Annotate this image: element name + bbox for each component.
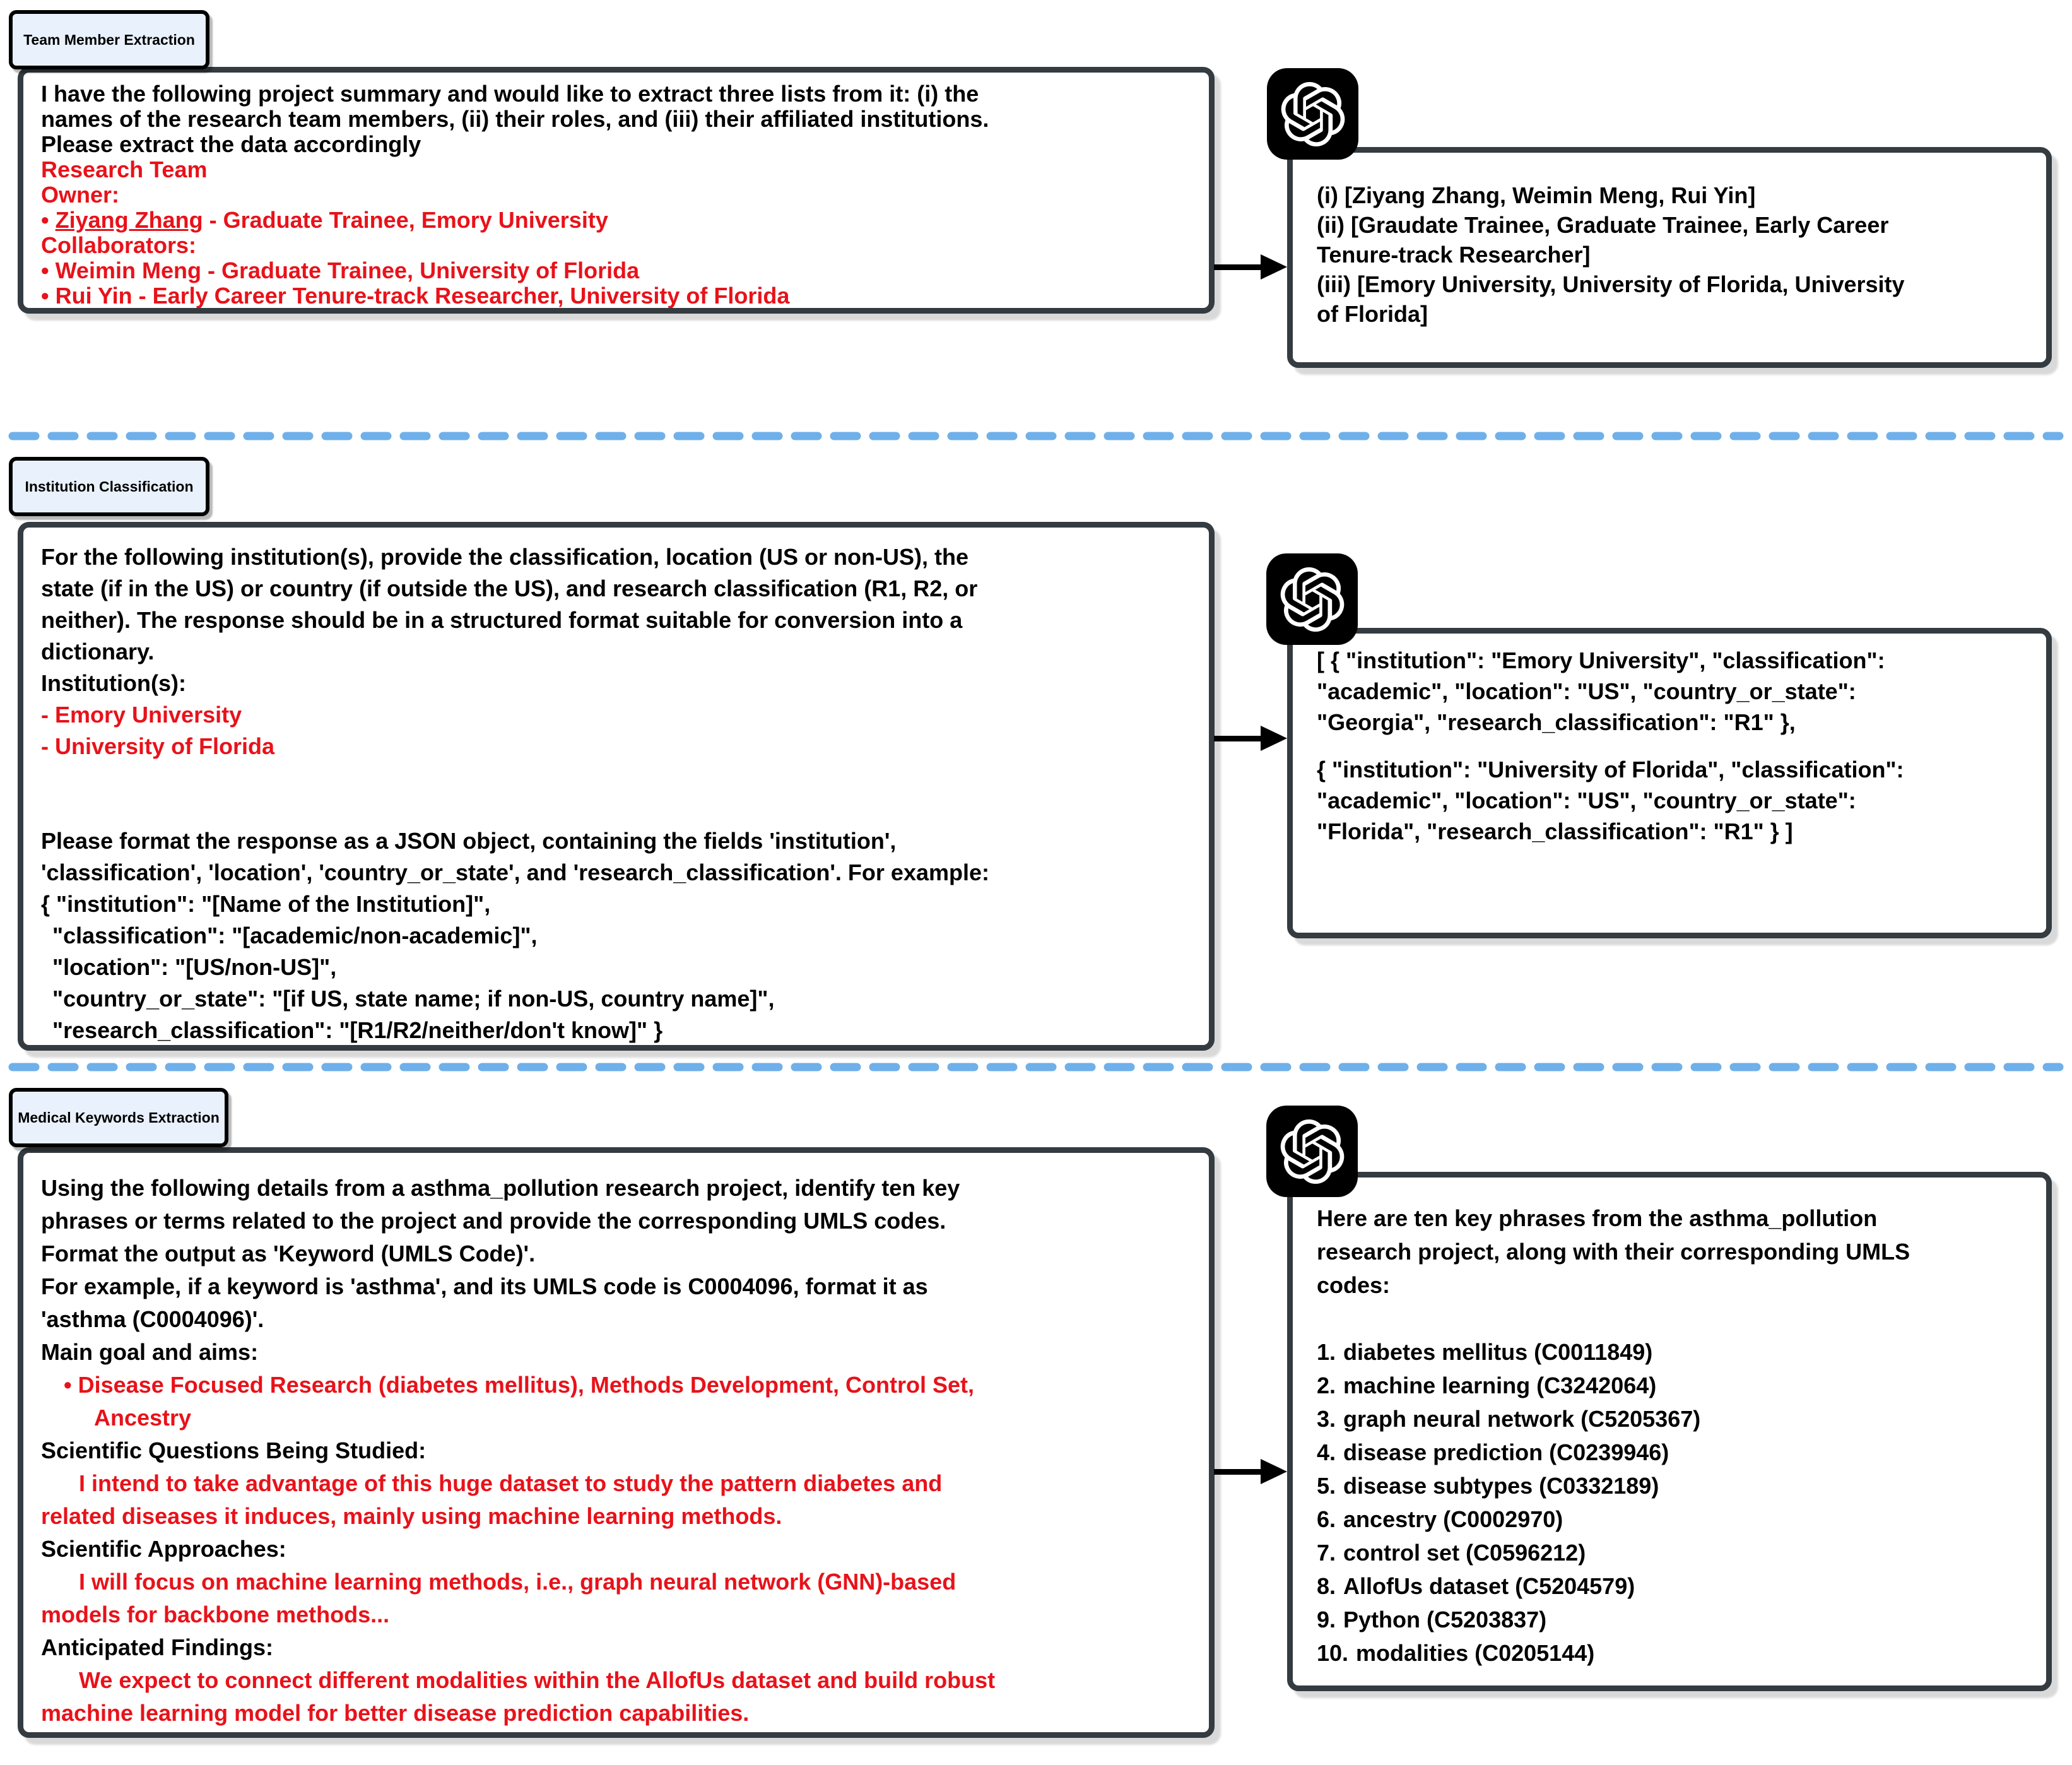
response-line: "Florida", "research_classification": "R1" } ] xyxy=(1317,818,1793,844)
prompt-line: Please format the response as a JSON object, containing the fields 'institution', xyxy=(41,828,897,854)
prompt-line: dictionary. xyxy=(41,639,155,664)
section-2-label-tab xyxy=(9,457,209,516)
arrow-head xyxy=(1261,726,1287,751)
section-2-response-box xyxy=(1287,628,2052,938)
section-2-prompt-box xyxy=(18,522,1215,1051)
response-line: (i) [Ziyang Zhang, Weimin Meng, Rui Yin] xyxy=(1317,182,1756,208)
prompt-line: Scientific Approaches: xyxy=(41,1536,286,1562)
prompt-line: machine learning model for better disease prediction capabilities. xyxy=(41,1700,750,1726)
keyword-text: ancestry (C0002970) xyxy=(1343,1506,1563,1532)
response-line: { "institution": "University of Florida", "classification": xyxy=(1317,757,1904,782)
section-3-label: Medical Keywords Extraction xyxy=(18,1109,220,1126)
list-number: 3. xyxy=(1317,1406,1336,1432)
arrow-head xyxy=(1261,1459,1287,1484)
owner-role-text: - Graduate Trainee, Emory University xyxy=(203,207,608,233)
keyword-text: machine learning (C3242064) xyxy=(1343,1372,1657,1398)
blank-line xyxy=(41,794,1196,825)
list-number: 8. xyxy=(1317,1573,1336,1599)
prompt-line: For example, if a keyword is 'asthma', and its UMLS code is C0004096, format it as xyxy=(41,1273,928,1299)
prompt-line: Format the output as 'Keyword (UMLS Code)'. xyxy=(41,1241,536,1266)
arrow-shaft xyxy=(1214,736,1263,741)
response-list-item xyxy=(1317,1436,2036,1469)
prompt-line: 'classification', 'location', 'country_or_state', and 'research_classification'. For example: xyxy=(41,859,989,885)
prompt-line: Ancestry xyxy=(94,1405,192,1431)
prompt-line: I will focus on machine learning methods, i.e., graph neural network (GNN)-based xyxy=(79,1569,957,1595)
response-list-item xyxy=(1317,1502,2036,1536)
prompt-line: related diseases it induces, mainly using machine learning methods. xyxy=(41,1503,782,1529)
response-list-item xyxy=(1317,1469,2036,1502)
blank-line xyxy=(1317,1302,2036,1335)
prompt-line: state (if in the US) or country (if outside the US), and research classification (R1, R2, or xyxy=(41,576,978,601)
response-line: Here are ten key phrases from the asthma_pollution xyxy=(1317,1205,1878,1231)
response-line: codes: xyxy=(1317,1272,1391,1298)
prompt-line: "country_or_state": "[if US, state name; if non-US, country name]", xyxy=(52,986,775,1012)
prompt-line: Please extract the data accordingly xyxy=(41,131,421,157)
list-number: 10. xyxy=(1317,1640,1349,1666)
chatgpt-logo-icon xyxy=(1266,1106,1358,1197)
prompt-line: I have the following project summary and would like to extract three lists from it: (i) the xyxy=(41,81,979,107)
section-divider xyxy=(0,431,2072,441)
prompt-line: phrases or terms related to the project and provide the corresponding UMLS codes. xyxy=(41,1208,946,1234)
section-1-response-box xyxy=(1287,147,2052,368)
prompt-line: Using the following details from a asthma_pollution research project, identify ten key xyxy=(41,1175,960,1201)
prompt-line: • Rui Yin - Early Career Tenure-track Researcher, University of Florida xyxy=(41,283,790,309)
keyword-text: Python (C5203837) xyxy=(1343,1607,1547,1632)
keyword-text: AllofUs dataset (C5204579) xyxy=(1343,1573,1635,1599)
prompt-line: "location": "[US/non-US]", xyxy=(52,954,337,980)
list-number: 2. xyxy=(1317,1372,1336,1398)
response-list-item xyxy=(1317,1536,2036,1569)
prompt-line: • Weimin Meng - Graduate Trainee, University of Florida xyxy=(41,257,640,283)
arrow-connector-icon xyxy=(1214,726,1287,751)
keyword-text: control set (C0596212) xyxy=(1343,1540,1586,1566)
response-line: of Florida] xyxy=(1317,301,1428,327)
response-list-item xyxy=(1317,1335,2036,1369)
keyword-text: disease prediction (C0239946) xyxy=(1343,1439,1669,1465)
bullet-icon: • xyxy=(41,207,56,233)
prompt-line: I intend to take advantage of this huge dataset to study the pattern diabetes and xyxy=(79,1470,943,1496)
owner-name-link[interactable]: Ziyang Zhang xyxy=(55,207,203,233)
section-3-response-box xyxy=(1287,1172,2052,1691)
list-number: 5. xyxy=(1317,1473,1336,1499)
prompt-owner-line xyxy=(41,208,1196,233)
chatgpt-logo-icon xyxy=(1266,553,1358,645)
arrow-shaft xyxy=(1214,264,1263,270)
response-line: [ { "institution": "Emory University", "classification": xyxy=(1317,647,1885,673)
prompt-line: 'asthma (C0004096)'. xyxy=(41,1306,264,1332)
response-line: "academic", "location": "US", "country_or_state": xyxy=(1317,678,1856,704)
section-3-label-tab xyxy=(9,1088,228,1147)
prompt-line: names of the research team members, (ii) their roles, and (iii) their affiliated institutions. xyxy=(41,106,989,132)
response-line: (iii) [Emory University, University of Florida, University xyxy=(1317,271,1905,297)
section-3-prompt-box xyxy=(18,1147,1215,1738)
prompt-line: - University of Florida xyxy=(41,733,275,759)
section-1-label: Team Member Extraction xyxy=(23,31,195,48)
response-list-item xyxy=(1317,1569,2036,1603)
prompt-line: neither). The response should be in a structured format suitable for conversion into a xyxy=(41,607,963,633)
prompt-line: Main goal and aims: xyxy=(41,1339,259,1365)
list-number: 4. xyxy=(1317,1439,1336,1465)
response-line: "Georgia", "research_classification": "R1" }, xyxy=(1317,709,1796,735)
response-line: Tenure-track Researcher] xyxy=(1317,242,1591,268)
arrow-connector-icon xyxy=(1214,254,1287,280)
prompt-line: Anticipated Findings: xyxy=(41,1634,273,1660)
prompt-line: Scientific Questions Being Studied: xyxy=(41,1437,427,1463)
response-list-item xyxy=(1317,1402,2036,1436)
openai-knot-glyph xyxy=(1280,567,1345,632)
prompt-line: We expect to connect different modalities within the AllofUs dataset and build robust xyxy=(79,1667,996,1693)
blank-line xyxy=(1317,738,2036,754)
section-1-prompt-box xyxy=(18,67,1215,314)
blank-line xyxy=(41,762,1196,794)
prompt-line: • Disease Focused Research (diabetes mellitus), Methods Development, Control Set, xyxy=(64,1372,974,1398)
keyword-text: graph neural network (C5205367) xyxy=(1343,1406,1701,1432)
response-line: "academic", "location": "US", "country_or_state": xyxy=(1317,788,1856,813)
prompt-line: "classification": "[academic/non-academic]", xyxy=(52,923,538,948)
list-number: 7. xyxy=(1317,1540,1336,1566)
list-number: 6. xyxy=(1317,1506,1336,1532)
response-list-item xyxy=(1317,1603,2036,1636)
prompt-line: "research_classification": "[R1/R2/neither/don't know]" } xyxy=(52,1017,663,1043)
prompt-line: Institution(s): xyxy=(41,670,186,696)
openai-knot-glyph xyxy=(1281,82,1345,146)
response-line: research project, along with their corresponding UMLS xyxy=(1317,1239,1910,1265)
list-number: 1. xyxy=(1317,1339,1336,1365)
response-list-item xyxy=(1317,1369,2036,1402)
list-number: 9. xyxy=(1317,1607,1336,1632)
keyword-text: diabetes mellitus (C0011849) xyxy=(1343,1339,1653,1365)
response-line: (ii) [Graudate Trainee, Graduate Trainee, Early Career xyxy=(1317,212,1889,238)
arrow-head xyxy=(1261,254,1287,280)
section-1-label-tab xyxy=(9,10,209,69)
keyword-text: modalities (C0205144) xyxy=(1356,1640,1595,1666)
arrow-connector-icon xyxy=(1214,1459,1287,1484)
prompt-line: Owner: xyxy=(41,182,120,208)
keyword-text: disease subtypes (C0332189) xyxy=(1343,1473,1659,1499)
chatgpt-logo-icon xyxy=(1267,68,1358,160)
prompt-line: For the following institution(s), provide the classification, location (US or non-US), the xyxy=(41,544,969,570)
prompt-line: models for backbone methods... xyxy=(41,1602,390,1627)
arrow-shaft xyxy=(1214,1469,1263,1475)
prompt-line: - Emory University xyxy=(41,702,242,728)
response-list-item xyxy=(1317,1636,2036,1670)
prompt-line: Collaborators: xyxy=(41,232,197,258)
section-2-label: Institution Classification xyxy=(25,478,194,495)
section-divider xyxy=(0,1062,2072,1072)
openai-knot-glyph xyxy=(1280,1119,1345,1184)
prompt-line: Research Team xyxy=(41,156,208,182)
prompt-line: { "institution": "[Name of the Institution]", xyxy=(41,891,491,917)
